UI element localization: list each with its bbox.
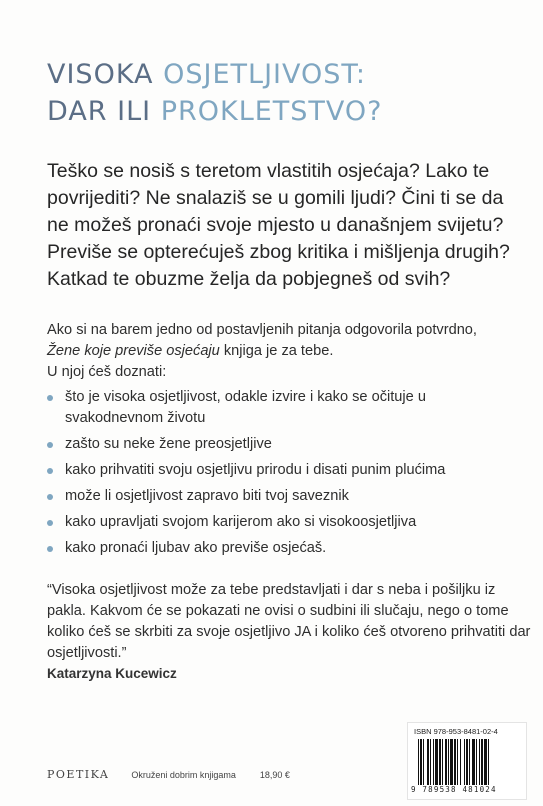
list-item (47, 387, 517, 429)
intro-line: ne možeš pronaći svoje mjesto u današnjem svijetu? (47, 214, 504, 236)
isbn-barcode (407, 722, 527, 800)
intro-line: povrijediti? Ne snalaziš se u gomili ljudi? Čini ti se da (47, 187, 504, 209)
list-item-line: svakodnevnom životu (65, 410, 206, 426)
bullet-icon (47, 395, 53, 401)
title-word-osjetljivost: OSJETLJIVOST: (163, 59, 367, 90)
title-line-2 (47, 93, 383, 130)
bullet-icon (47, 546, 53, 552)
intro-line: Previše se opterećuješ zbog kritika i mišljenja drugih? (47, 241, 510, 263)
quote-line: “Visoka osjetljivost može za tebe predstavljati i dar s neba i pošiljku iz (47, 582, 496, 598)
list-item (47, 512, 517, 533)
title-word-prokletstvo: PROKLETSTVO? (160, 96, 383, 127)
title-words-dar-ili: DAR ILI (47, 96, 152, 127)
isbn-text: ISBN 978-953-8481-02-4 (414, 727, 498, 736)
paragraph-line (47, 341, 517, 362)
bullet-icon (47, 468, 53, 474)
quote-line: koliko ćeš se skrbiti za svoje osjetljivo JA i koliko ćeš otvoreno prihvatiti dar (47, 624, 531, 640)
publisher-logo: POETIKA (47, 768, 110, 781)
list-intro: U njoj ćeš doznati: (47, 364, 167, 380)
cover-title (47, 56, 383, 130)
blurb-quote (47, 580, 531, 664)
intro-line: Teško se nosiš s teretom vlastitih osjećaja? Lako te (47, 160, 490, 182)
list-item-line: kako pronaći ljubav ako previše osjećaš. (65, 540, 327, 556)
list-item (47, 460, 517, 481)
list-item (47, 486, 517, 507)
list-item-line: može li osjetljivost zapravo biti tvoj saveznik (65, 488, 349, 504)
barcode-icon (418, 739, 518, 785)
list-item-line: kako prihvatiti svoju osjetljivu prirodu i disati punim plućima (65, 462, 446, 478)
book-title: Žene koje previše osjećaju (47, 343, 220, 359)
bullet-icon (47, 442, 53, 448)
description-paragraph (47, 320, 517, 362)
barcode-digits: 9 789538 481024 (411, 785, 497, 794)
paragraph-text: knjiga je za tebe. (219, 343, 334, 359)
quote-author: Katarzyna Kucewicz (47, 666, 177, 681)
intro-questions (47, 158, 517, 293)
quote-line: pakla. Kakvom će se pokazati ne ovisi o sudbini ili slučaju, nego o tome (47, 603, 509, 619)
quote-line: osjetljivosti.” (47, 645, 127, 661)
publisher-tagline: Okruženi dobrim knjigama (131, 770, 236, 780)
title-line-1 (47, 56, 383, 93)
list-item-line: što je visoka osjetljivost, odakle izvire i kako se očituje u (65, 389, 426, 405)
publisher-footer (47, 768, 290, 781)
price-label: 18,90 € (259, 770, 290, 780)
description (47, 320, 517, 564)
list-item (47, 538, 517, 559)
list-item (47, 434, 517, 455)
bullet-icon (47, 520, 53, 526)
bullet-icon (47, 494, 53, 500)
paragraph-line: Ako si na barem jedno od postavljenih pitanja odgovorila potvrdno, (47, 322, 477, 338)
intro-line: Katkad te obuzme želja da pobjegneš od svih? (47, 268, 451, 290)
list-item-line: kako upravljati svojom karijerom ako si visokoosjetljiva (65, 514, 417, 530)
title-word-visoka: VISOKA (47, 59, 154, 90)
list-item-line: zašto su neke žene preosjetljive (65, 436, 272, 452)
topics-list (47, 387, 517, 559)
